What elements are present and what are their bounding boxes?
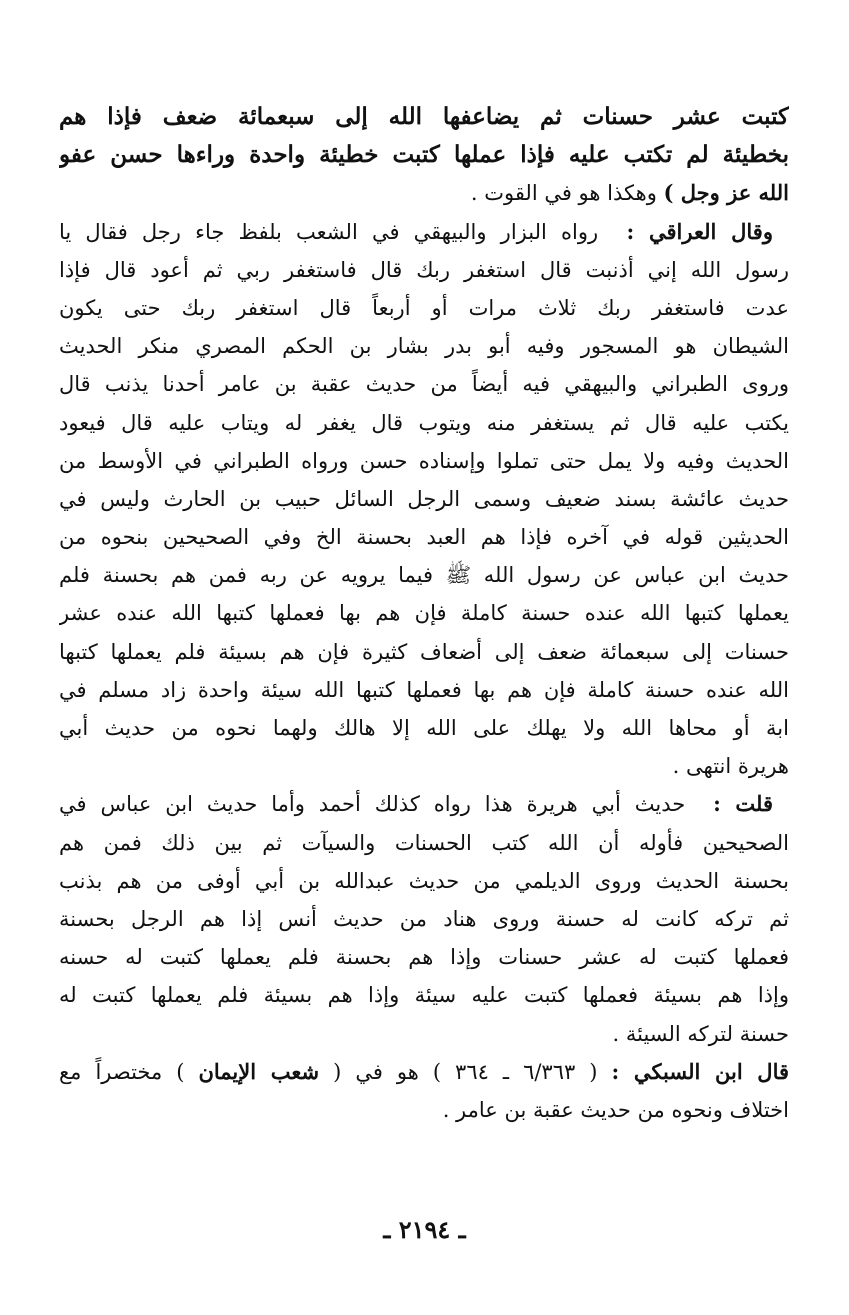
page-body <box>59 98 789 1129</box>
text-line: عدت فاستغفر ربك ثلاث مرات أو أربعاً قال استغفر ربك حتى يكون <box>59 295 789 320</box>
text-line: حسنة لتركه السيئة . <box>612 1021 789 1046</box>
bold-phrase: الله عز وجل ) <box>663 180 789 206</box>
text-line: حديث عائشة بسند ضعيف وسمى الرجل السائل حبيب بن الحارث وليس في <box>59 486 789 511</box>
text-line: حسنات إلى سبعمائة ضعف إلى أضعاف كثيرة فإن هم بسيئة فلم يعملها كتبها <box>59 639 789 664</box>
text-run: وهكذا هو في القوت . <box>470 181 657 206</box>
text-line: الحديث وفيه ولا يمل حتى تملوا وإسناده حسن ورواه الطبراني في الأوسط من <box>59 448 789 473</box>
text-line: يعملها كتبها الله عنده حسنة كاملة فإن هم بها فعملها كتبها الله عنده عشر <box>59 601 789 626</box>
text-run: حديث أبي هريرة هذا رواه كذلك أحمد وأما حديث ابن عباس في <box>59 792 686 817</box>
text-line: الحديثين قوله في آخره فإذا هم العبد بحسنة الخ وفي الصحيحين بنحوه من <box>59 525 789 550</box>
text-line: حديث ابن عباس عن رسول الله ﷺ فيما يرويه عن ربه فمن هم بحسنة فلم <box>59 563 789 588</box>
paragraph-first-line <box>59 1053 789 1091</box>
text-run: ( ٦/٣٦٣ ـ ٣٦٤ ) هو في ( <box>333 1059 598 1084</box>
page-number: ـ ٢١٩٤ ـ <box>383 1215 466 1244</box>
text-line: الله عنده حسنة كاملة فإن هم بها فعملها كتبها الله سيئة واحدة زاد مسلم في <box>59 677 789 702</box>
text-line: وإذا هم بسيئة فعملها كتبت عليه سيئة وإذا هم بسيئة فلم يعملها كتبت له <box>59 983 789 1008</box>
text-run: رواه البزار والبيهقي في الشعب بلفظ جاء رجل فقال يا <box>59 219 599 244</box>
text-line: اختلاف ونحوه من حديث عقبة بن عامر . <box>442 1097 789 1122</box>
text-line: وروى الطبراني والبيهقي فيه أيضاً من حديث عقبة بن عامر أحدنا يذنب قال <box>59 372 789 397</box>
paragraph-first-line <box>59 213 789 251</box>
book-title: شعب الإيمان <box>198 1058 320 1084</box>
text-line: الصحيحين فأوله أن الله كتب الحسنات والسيآت ثم بين ذلك فمن هم <box>59 830 789 855</box>
text-line: يكتب عليه قال ثم يستغفر منه ويتوب قال يغفر له ويتاب عليه قال فيعود <box>59 410 789 435</box>
paragraph-lead: قال ابن السبكي : <box>611 1058 789 1084</box>
text-line: كتبت عشر حسنات ثم يضاعفها الله إلى سبعمائة ضعف فإذا هم <box>59 103 789 130</box>
text-line <box>59 174 789 212</box>
paragraph-lead: قلت : <box>713 791 773 817</box>
text-line: بخطيئة لم تكتب عليه فإذا عملها كتبت خطيئة واحدة وراءها حسن عفو <box>59 141 789 169</box>
paragraph-first-line <box>59 785 789 823</box>
text-line: رسول الله إني أذنبت قال استغفر ربك قال فاستغفر ربي ثم أعود قال فإذا <box>59 257 789 282</box>
text-line: بحسنة الحديث وروى الديلمي من حديث عبدالله بن أبي أوفى من هم بذنب <box>59 868 789 893</box>
paragraph-lead: وقال العراقي : <box>626 218 773 244</box>
text-line: هريرة انتهى . <box>672 754 789 779</box>
text-run: ) مختصراً مع <box>59 1059 185 1084</box>
text-line: ثم تركه كانت له حسنة وروى هناد من حديث أنس إذا هم الرجل بحسنة <box>59 906 789 931</box>
text-line: ابة أو محاها الله ولا يهلك على الله إلا هالك ولهما نحوه من حديث أبي <box>59 716 789 740</box>
text-line: الشيطان هو المسجور وفيه أبو بدر بشار بن الحكم المصري منكر الحديث <box>59 334 789 359</box>
text-line: فعملها كتبت له عشر حسنات وإذا هم بحسنة فلم يعملها كتبت له حسنه <box>59 945 789 970</box>
